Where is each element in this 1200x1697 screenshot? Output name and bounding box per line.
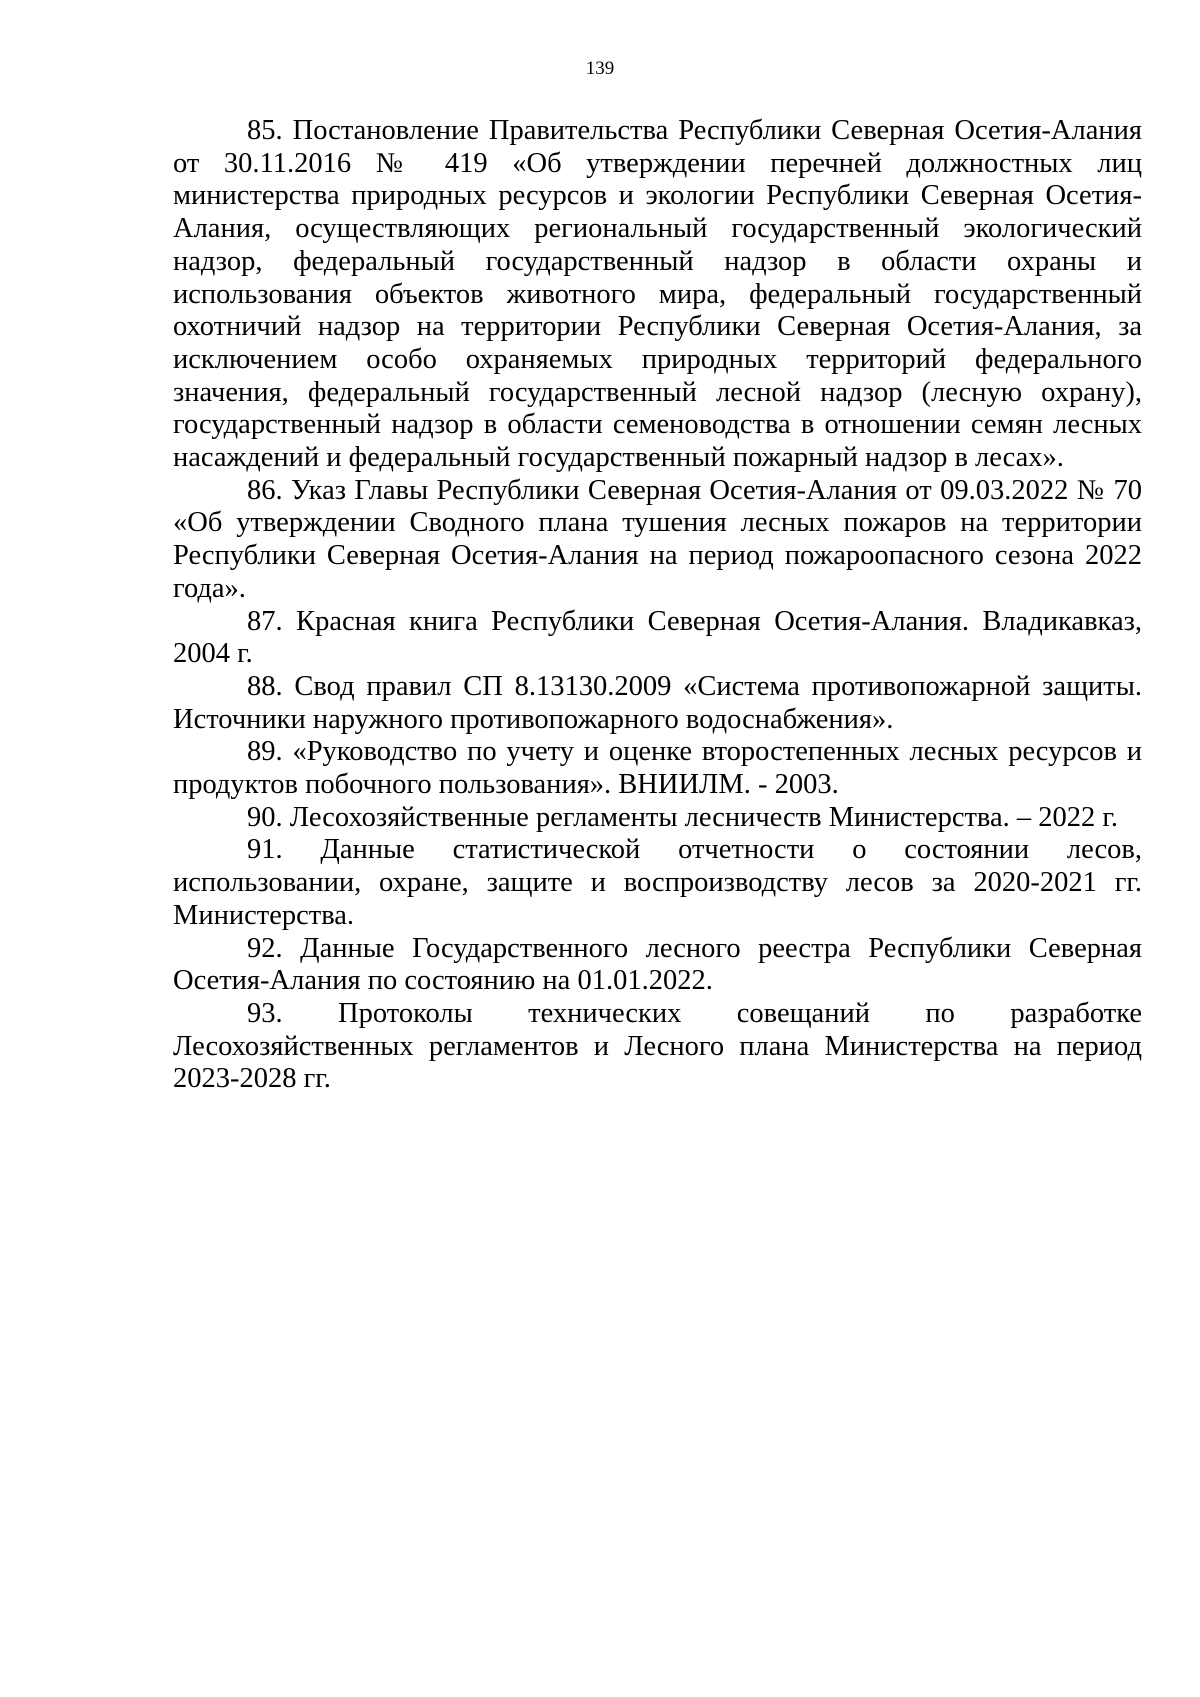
reference-entry-87: 87. Красная книга Республики Северная Осетия-Алания. Владикавказ, 2004 г. xyxy=(173,605,1142,670)
reference-entry-89: 89. «Руководство по учету и оценке второстепенных лесных ресурсов и продуктов побочного пользования». ВНИИЛМ. - 2003. xyxy=(173,736,1142,801)
reference-entry-88: 88. Свод правил СП 8.13130.2009 «Система противопожарной защиты. Источники наружного противопожарного водоснабжения». xyxy=(173,670,1142,735)
reference-entry-93: 93. Протоколы технических совещаний по разработке Лесохозяйственных регламентов и Лесного плана Министерства на период 2023-2028 гг. xyxy=(173,997,1142,1095)
reference-list xyxy=(173,115,1142,1096)
reference-entry-85: 85. Постановление Правительства Республики Северная Осетия-Алания от 30.11.2016 № 419 «Об утверждении перечней должностных лиц министерства природных ресурсов и экологии Республики Северная Осетия-Алания, осуществляющих региональный государственный экологический надзор, федеральный государственный надзор в области охраны и использования объектов животного мира, федеральный государственный охотничий надзор на территории Республики Северная Осетия-Алания, за исключением особо охраняемых природных территорий федерального значения, федеральный государственный лесной надзор (лесную охрану), государственный надзор в области семеноводства в отношении семян лесных насаждений и федеральный государственный пожарный надзор в лесах». xyxy=(173,115,1142,474)
reference-entry-91: 91. Данные статистической отчетности о состоянии лесов, использовании, охране, защите и воспроизводству лесов за 2020-2021 гг. Министерства. xyxy=(173,834,1142,931)
reference-entry-90: 90. Лесохозяйственные регламенты лесничеств Министерства. – 2022 г. xyxy=(247,801,1119,833)
reference-entry-86: 86. Указ Главы Республики Северная Осетия-Алания от 09.03.2022 № 70 «Об утверждении Сводного плана тушения лесных пожаров на территории Республики Северная Осетия-Алания на период пожароопасного сезона 2022 года». xyxy=(173,474,1142,604)
reference-entry-92: 92. Данные Государственного лесного реестра Республики Северная Осетия-Алания по состоянию на 01.01.2022. xyxy=(173,932,1142,997)
page-number: 139 xyxy=(585,58,615,79)
